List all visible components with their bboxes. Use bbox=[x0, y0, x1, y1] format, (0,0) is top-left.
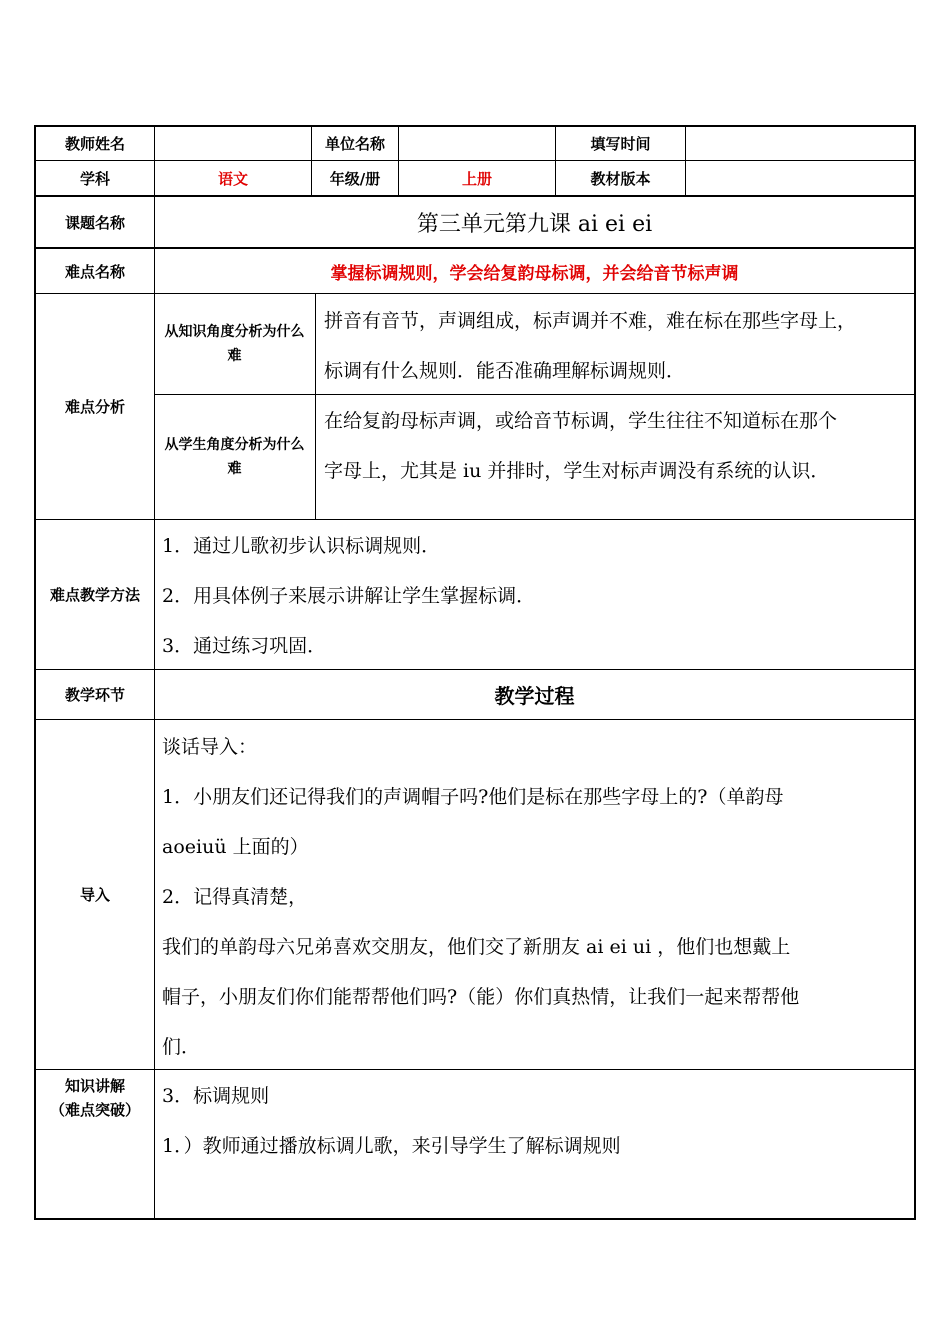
method-line: 3．通过练习巩固． bbox=[162, 635, 327, 657]
intro-line: 1．小朋友们还记得我们的声调帽子吗?他们是标在那些字母上的?（单韵母 bbox=[162, 786, 784, 808]
edition-label: 教材版本 bbox=[590, 169, 651, 188]
student-line: 字母上，尤其是 iu 并排时，学生对标声调没有系统的认识． bbox=[324, 460, 830, 482]
fill-date-label: 填写时间 bbox=[590, 135, 651, 153]
knowledge-angle-label: 从知识角度分析为什么难 bbox=[164, 324, 305, 364]
knowledge-text-line: 3．标调规则 bbox=[162, 1085, 270, 1107]
fill-date-value[interactable] bbox=[686, 127, 914, 160]
difficulty-value: 掌握标调规则，学会给复韵母标调，并会给音节标声调 bbox=[330, 263, 739, 284]
student-line: 在给复韵母标声调，或给音节标调，学生往往不知道标在那个 bbox=[324, 410, 838, 432]
intro-line: 2．记得真清楚， bbox=[162, 886, 308, 908]
knowledge-angle-text bbox=[324, 296, 912, 396]
intro-line: 们． bbox=[162, 1036, 201, 1058]
intro-line: 帽子，小朋友们你们能帮帮他们吗?（能）你们真热情，让我们一起来帮帮他 bbox=[162, 986, 800, 1008]
knowledge-label bbox=[36, 1074, 154, 1122]
method-line: 2．用具体例子来展示讲解让学生掌握标调． bbox=[162, 585, 536, 607]
subject-label: 学科 bbox=[79, 169, 110, 188]
intro-line: 谈话导入： bbox=[162, 736, 258, 758]
difficulty-label: 难点名称 bbox=[64, 262, 125, 281]
student-angle-label: 从学生角度分析为什么难 bbox=[164, 437, 305, 477]
topic-label: 课题名称 bbox=[64, 213, 125, 232]
knowledge-text bbox=[162, 1071, 910, 1171]
intro-line: 我们的单韵母六兄弟喜欢交朋友，他们交了新朋友 ai ei ui ，他们也想戴上 bbox=[162, 936, 791, 958]
knowledge-line: 拼音有音节，声调组成，标声调并不难，难在标在那些字母上， bbox=[324, 310, 857, 332]
subject-value: 语文 bbox=[217, 169, 248, 188]
method-line: 1．通过儿歌初步认识标调规则． bbox=[162, 535, 441, 557]
unit-name-label: 单位名称 bbox=[324, 135, 385, 153]
knowledge-label-line1: 知识讲解 bbox=[64, 1077, 125, 1095]
unit-name-value[interactable] bbox=[399, 127, 555, 160]
knowledge-text-line: 1．）教师通过播放标调儿歌，来引导学生了解标调规则 bbox=[162, 1135, 621, 1157]
student-angle-text bbox=[324, 396, 912, 496]
knowledge-label-line2: （难点突破） bbox=[49, 1101, 140, 1119]
intro-text bbox=[162, 722, 910, 1072]
edition-value[interactable] bbox=[686, 161, 914, 195]
grade-value: 上册 bbox=[461, 169, 492, 188]
teaching-stage-label: 教学环节 bbox=[64, 686, 125, 704]
teacher-name-value[interactable] bbox=[155, 127, 311, 160]
method-label: 难点教学方法 bbox=[49, 586, 140, 604]
topic-title: 第三单元第九课 ai ei ei bbox=[416, 211, 653, 237]
teacher-name-label: 教师姓名 bbox=[64, 135, 125, 153]
teaching-process-title: 教学过程 bbox=[494, 684, 575, 708]
intro-label: 导入 bbox=[79, 886, 110, 904]
analysis-label: 难点分析 bbox=[64, 398, 125, 416]
grade-label: 年级/册 bbox=[329, 169, 381, 188]
intro-line: aoeiuü 上面的） bbox=[162, 836, 309, 858]
knowledge-line: 标调有什么规则．能否准确理解标调规则． bbox=[324, 360, 686, 382]
method-text bbox=[162, 521, 910, 671]
